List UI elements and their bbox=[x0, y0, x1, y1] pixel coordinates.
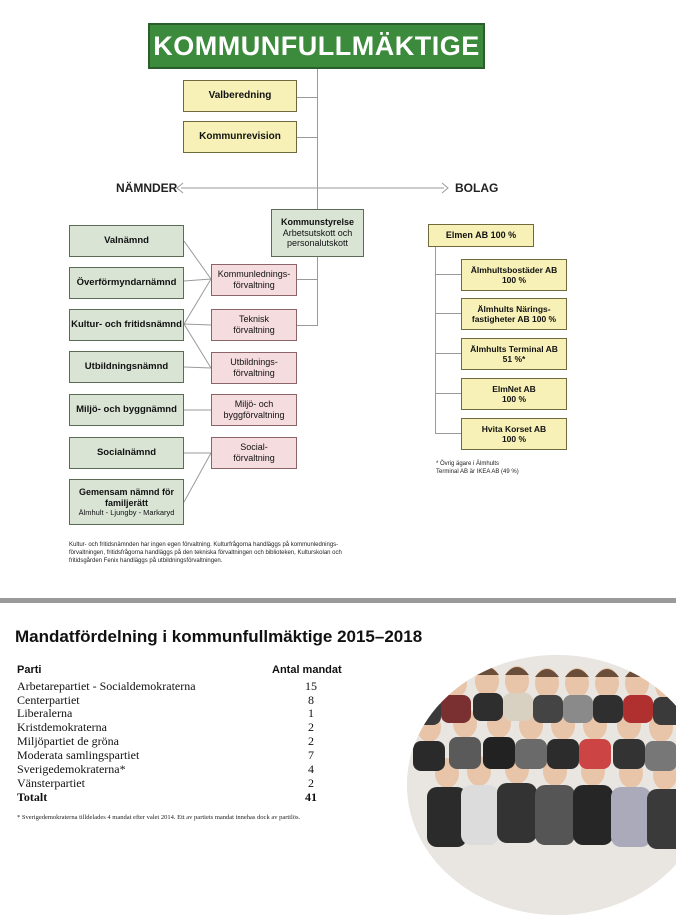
forvaltning-miljo-bygg bbox=[211, 394, 297, 426]
namnder-label: NÄMNDER bbox=[116, 181, 178, 195]
forvaltning-line2: förvaltning bbox=[233, 453, 275, 463]
seat-count: 2 bbox=[308, 776, 314, 790]
gemensam-title1: Gemensam nämnd för bbox=[78, 486, 175, 497]
party-row: Sverigedemokraterna* bbox=[17, 762, 126, 776]
bolag-connector bbox=[435, 353, 461, 354]
gemensam-sub: Älmhult - Ljungby - Markaryd bbox=[78, 508, 175, 518]
org-footnote bbox=[69, 541, 342, 565]
forvaltning-line1: Kommunlednings- bbox=[217, 269, 291, 280]
party-row: Centerpartiet bbox=[17, 693, 80, 707]
forvaltning-line1: Social- bbox=[240, 442, 268, 453]
namnd-kultur-fritid bbox=[69, 309, 184, 341]
forvaltning-teknisk bbox=[211, 309, 297, 341]
party-row: Miljöpartiet de gröna bbox=[17, 734, 119, 748]
bolag-line2: 100 % bbox=[501, 275, 527, 285]
kommunstyrelse-title: Kommunstyrelse bbox=[280, 216, 355, 227]
bolag-connector bbox=[435, 393, 461, 394]
seat-count: 2 bbox=[308, 720, 314, 734]
kommunfullmaktige-title: KOMMUNFULLMÄKTIGE bbox=[148, 23, 485, 69]
forvaltning-social bbox=[211, 437, 297, 469]
bolag-connector bbox=[435, 313, 461, 314]
mandat-note: * Sverigedemokraterna tilldelades 4 mandat efter valet 2014. Ett av partiets mandat innehas dock av partilös. bbox=[17, 814, 301, 821]
bolag-line2: 51 %* bbox=[502, 354, 526, 364]
bolag-note bbox=[436, 460, 519, 476]
kommunrevision-connector bbox=[297, 137, 317, 138]
namnd-label: Kultur- och fritidsnämnd bbox=[71, 319, 182, 331]
namnd-utbildning bbox=[69, 351, 184, 383]
bolag-vertical-line bbox=[435, 247, 436, 434]
bolag-line1: ElmNet AB bbox=[492, 383, 536, 394]
col-header-seats: Antal mandat bbox=[272, 664, 342, 676]
col-header-party: Parti bbox=[17, 664, 42, 676]
bolag-almhultsbostader bbox=[461, 259, 567, 291]
namnd-label: Utbildningsnämnd bbox=[84, 361, 169, 373]
valberedning-box bbox=[183, 80, 297, 112]
bolag-connector bbox=[435, 433, 461, 434]
org-footnote-line1: Kultur- och fritidsnämnden har ingen egen förvaltning. Kulturfrågorna handläggs på kommunlednings- bbox=[69, 542, 339, 548]
party-row: Vänsterpartiet bbox=[17, 776, 85, 790]
bolag-line1: Älmhultsbostäder AB bbox=[470, 264, 558, 275]
namnd-label: Överförmyndarnämnd bbox=[76, 277, 177, 289]
seat-count: 1 bbox=[308, 706, 314, 720]
ks-to-teknisk bbox=[297, 325, 317, 326]
forvaltning-line2: förvaltning bbox=[233, 368, 275, 378]
party-row: Moderata samlingspartiet bbox=[17, 748, 140, 762]
seat-count: 15 bbox=[305, 679, 317, 693]
section-divider bbox=[0, 598, 676, 603]
bolag-note-line2: Terminal AB är IKEA AB (49 %) bbox=[436, 469, 519, 476]
gemensam-title2: familjerätt bbox=[104, 497, 148, 508]
bolag-elmnet bbox=[461, 378, 567, 410]
namnd-label: Socialnämnd bbox=[96, 447, 157, 459]
namnd-valnamnd bbox=[69, 225, 184, 257]
bolag-line2: 100 % bbox=[501, 434, 527, 444]
bolag-line1: Hvita Korset AB bbox=[481, 423, 547, 434]
bolag-note-line1: * Övrig ägare i Älmhults bbox=[436, 461, 500, 467]
seat-count: 7 bbox=[308, 748, 314, 762]
forvaltning-line2: förvaltning bbox=[233, 280, 275, 290]
seat-count: 4 bbox=[308, 762, 314, 776]
namnd-gemensam-familjeratt bbox=[69, 479, 184, 525]
forvaltning-kommunlednings bbox=[211, 264, 297, 296]
total-label: Totalt bbox=[17, 790, 48, 804]
namnd-overformyndarnamnd bbox=[69, 267, 184, 299]
bolag-line1: Älmhults Närings- bbox=[477, 303, 551, 314]
kommunstyrelse-sub1: Arbetsutskott och bbox=[282, 227, 353, 238]
org-footnote-line3: fritidsgården Fenix handläggs på utbildningsförvaltningen. bbox=[69, 558, 223, 565]
kommunstyrelse-box bbox=[271, 209, 364, 257]
bolag-naringsfastigheter bbox=[461, 298, 567, 330]
namnd-social bbox=[69, 437, 184, 469]
elmen-box bbox=[428, 224, 534, 247]
bolag-line2: fastigheter AB 100 % bbox=[471, 314, 557, 324]
bolag-line1: Älmhults Terminal AB bbox=[470, 343, 558, 354]
ks-to-kommunlednings bbox=[297, 279, 317, 280]
forvaltning-line1: Miljö- och bbox=[234, 399, 274, 410]
ks-down-line bbox=[317, 257, 318, 326]
namnd-label: Miljö- och byggnämnd bbox=[76, 404, 177, 416]
kommunrevision-label: Kommunrevision bbox=[199, 131, 281, 142]
namnd-forvaltning-connectors bbox=[184, 240, 214, 510]
forvaltning-line2: byggförvaltning bbox=[223, 410, 285, 420]
kommunrevision-box bbox=[183, 121, 297, 153]
party-row: Liberalerna bbox=[17, 706, 73, 720]
forvaltning-line1: Utbildnings- bbox=[230, 357, 278, 368]
namnd-label: Valnämnd bbox=[104, 235, 149, 247]
forvaltning-line1: Teknisk bbox=[238, 314, 269, 325]
forvaltning-utbildning bbox=[211, 352, 297, 384]
forvaltning-line2: förvaltning bbox=[233, 325, 275, 335]
valberedning-connector bbox=[297, 97, 317, 98]
party-row: Kristdemokraterna bbox=[17, 720, 107, 734]
total-value: 41 bbox=[305, 790, 317, 804]
councillors-group-photo bbox=[407, 655, 676, 915]
seat-count: 8 bbox=[308, 693, 314, 707]
org-footnote-line2: förvaltningen, fritidsfrågorna handläggs på den tekniska förvaltningen och biblioteken, Kulturskolan och bbox=[69, 550, 342, 557]
bolag-hvita-korset bbox=[461, 418, 567, 450]
bolag-terminal bbox=[461, 338, 567, 370]
namnder-bolag-arrow bbox=[175, 182, 450, 194]
namnd-miljo-bygg bbox=[69, 394, 184, 426]
bolag-label: BOLAG bbox=[455, 181, 499, 195]
valberedning-label: Valberedning bbox=[208, 90, 272, 101]
elmen-label: Elmen AB 100 % bbox=[445, 230, 517, 241]
group-photo-illustration bbox=[407, 655, 676, 915]
party-row: Arbetarepartiet - Socialdemokraterna bbox=[17, 679, 196, 693]
seat-count: 2 bbox=[308, 734, 314, 748]
bolag-line2: 100 % bbox=[501, 394, 527, 404]
kommunstyrelse-sub2: personalutskott bbox=[286, 238, 349, 249]
bolag-connector bbox=[435, 274, 461, 275]
mandat-title: Mandatfördelning i kommunfullmäktige 2015–2018 bbox=[15, 627, 423, 646]
